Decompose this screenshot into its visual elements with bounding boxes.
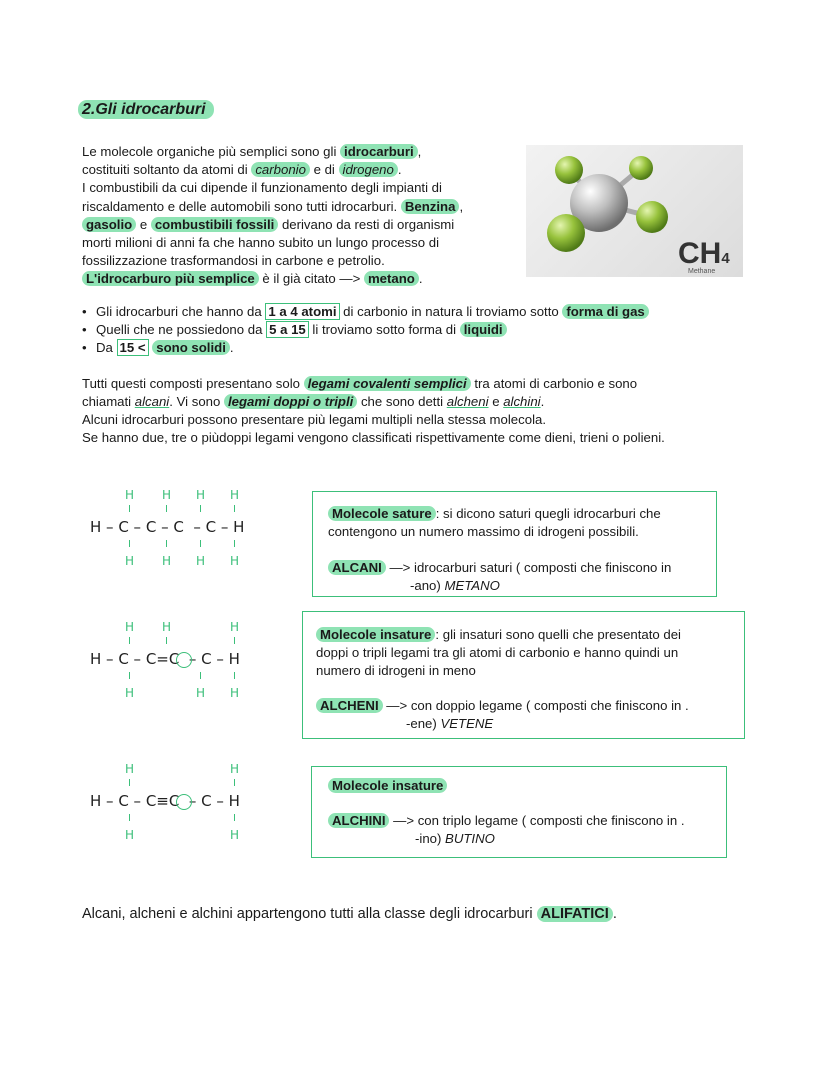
bonds-paragraph: Tutti questi composti presentano solo legami covalenti semplici tra atomi di carbonio e sono chiamati alcani. Vi sono legami doppi o tripli che sono detti alcheni e alchini. Alcuni idrocarburi possono presentare più legami multipli nella stessa molecola. Se hanno due, tre o piùdoppi legami vengono classificati rispettivamente come dieni, trieni o polieni.	[82, 376, 665, 445]
saturated-molecules-card: Molecole sature : si dicono saturi quegli idrocarburi che contengono un numero massimo di idrogeni possibili. ALCANI —> idrocarburi saturi ( composti che finiscono in -ano) METANO	[312, 491, 717, 597]
alkene-structure: H H H H – C – C=C – C – H H H H	[90, 620, 240, 700]
alkyne-structure: H H H – C – C≡C – C – H H H	[90, 762, 240, 842]
methane-caption: Methane	[688, 268, 716, 275]
alkynes-card: Molecole insature ALCHINI —> con triplo legame ( composti che finiscono in . -ino) BUTINO	[311, 766, 727, 858]
methane-formula: CH4	[678, 237, 730, 270]
intro-paragraph: Le molecole organiche più semplici sono gli idrocarburi , costituiti soltanto da atomi di carbonio e di idrogeno . I combustibili da cui dipende il funzionamento degli impianti di riscaldamento e delle automobili sono tutti idrocarburi. Benzina , gasolio e combustibili fossili derivano da resti di organismi morti milioni di anni fa che hanno subito un lungo processo di fossilizzazione trasformandosi in carbone e petrolio. L'idrocarburo più semplice è il già citato —> metano .	[82, 144, 464, 287]
list-item: • Da 15 < sono solidi .	[82, 340, 234, 355]
state-bullet-list	[82, 303, 802, 357]
alkane-structure: H H H H H – C – C – C – C – H H H H H	[90, 488, 245, 568]
methane-molecule-image	[526, 145, 743, 277]
alkenes-card: Molecole insature : gli insaturi sono quelli che presentato dei doppi o tripli legami tra gli atomi di carbonio e hanno quindi un numero di idrogeni in meno ALCHENI —> con doppio legame ( composti che finiscono in . -ene) VETENE	[302, 611, 745, 739]
section-title: 2.Gli idrocarburi	[78, 101, 214, 119]
list-item: • Gli idrocarburi che hanno da 1 a 4 atomi di carbonio in natura li troviamo sotto forma di gas	[82, 303, 802, 321]
conclusion-sentence: Alcani, alcheni e alchini appartengono tutti alla classe degli idrocarburi ALIFATICI .	[82, 906, 617, 922]
list-item: • Quelli che ne possiedono da 5 a 15 li troviamo sotto forma di liquidi	[82, 321, 802, 339]
